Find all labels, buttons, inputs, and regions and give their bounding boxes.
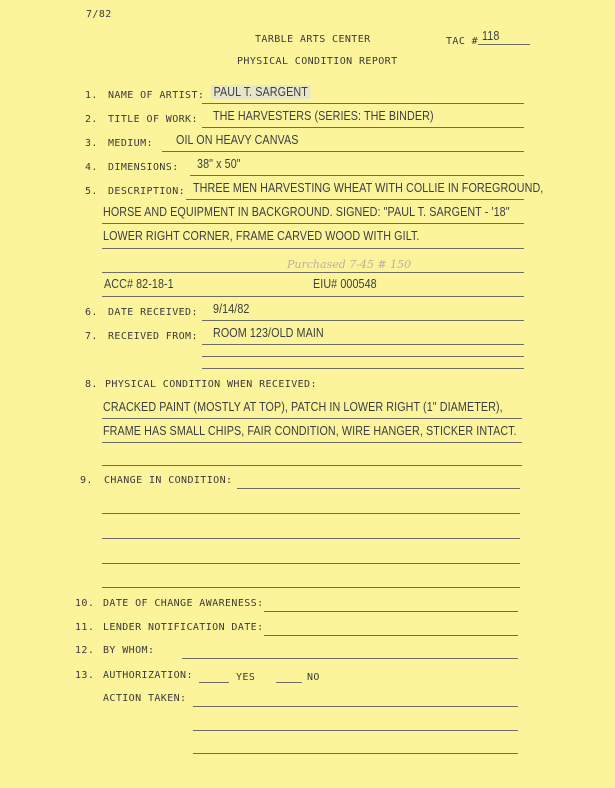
- description-line-3: LOWER RIGHT CORNER, FRAME CARVED WOOD WITH GILT.: [103, 229, 420, 243]
- field-11-number: 11.: [75, 622, 95, 633]
- lender-notification-label: LENDER NOTIFICATION DATE:: [103, 622, 264, 633]
- condition-rule-2: [102, 442, 522, 443]
- field-2-number: 2.: [85, 114, 98, 125]
- artist-line: [202, 103, 524, 104]
- field-7-number: 7.: [85, 331, 98, 342]
- tac-number: 118: [482, 29, 500, 43]
- received-from-line-2: [202, 356, 524, 357]
- field-3-number: 3.: [85, 138, 98, 149]
- change-label: CHANGE IN CONDITION:: [104, 475, 233, 486]
- received-from-line-3: [202, 368, 524, 369]
- date-received-line: [202, 320, 524, 321]
- change-awareness-label: DATE OF CHANGE AWARENESS:: [103, 598, 264, 609]
- description-line-1: THREE MEN HARVESTING WHEAT WITH COLLIE IN FOREGROUND,: [193, 181, 544, 195]
- by-whom-line: [182, 658, 518, 659]
- organization-name: TARBLE ARTS CENTER: [255, 34, 371, 45]
- date-received-value: 9/14/82: [213, 302, 250, 316]
- field-8-number: 8.: [85, 379, 98, 390]
- authorization-label: AUTHORIZATION:: [103, 670, 193, 681]
- medium-value: OIL ON HEAVY CANVAS: [176, 133, 299, 147]
- condition-line-2: FRAME HAS SMALL CHIPS, FAIR CONDITION, WIRE HANGER, STICKER INTACT.: [103, 424, 517, 438]
- description-rule-4: [102, 272, 524, 273]
- change-awareness-line: [264, 611, 518, 612]
- medium-line: [162, 151, 524, 152]
- title-line: [202, 127, 524, 128]
- received-from-value: ROOM 123/OLD MAIN: [213, 326, 324, 340]
- title-value: THE HARVESTERS (SERIES: THE BINDER): [213, 109, 434, 123]
- dimensions-value: 38" x 50": [197, 157, 241, 171]
- field-9-number: 9.: [80, 475, 93, 486]
- authorization-no: NO: [307, 672, 320, 683]
- action-taken-rule-2: [193, 730, 518, 731]
- tac-label: TAC #: [446, 36, 479, 47]
- authorization-no-blank: [276, 682, 302, 683]
- artist-label: NAME OF ARTIST:: [108, 90, 205, 101]
- title-label: TITLE OF WORK:: [108, 114, 198, 125]
- change-rule-4: [102, 563, 520, 564]
- field-6-number: 6.: [85, 307, 98, 318]
- pencil-purchase-note: Purchased 7-45 # 150: [287, 258, 412, 271]
- medium-label: MEDIUM:: [108, 138, 153, 149]
- condition-rule-1: [102, 418, 522, 419]
- change-rule-2: [102, 513, 520, 514]
- change-rule-5: [102, 587, 520, 588]
- field-5-number: 5.: [85, 186, 98, 197]
- date-received-label: DATE RECEIVED:: [108, 307, 198, 318]
- description-label: DESCRIPTION:: [108, 186, 186, 197]
- authorization-yes-blank: [199, 682, 229, 683]
- description-line-2: HORSE AND EQUIPMENT IN BACKGROUND. SIGNED: "PAUL T. SARGENT - '18": [103, 205, 510, 219]
- action-taken-label: ACTION TAKEN:: [103, 693, 187, 704]
- change-rule-3: [102, 538, 520, 539]
- received-from-line-1: [202, 344, 524, 345]
- eiu-number: EIU# 000548: [313, 277, 377, 291]
- field-12-number: 12.: [75, 645, 95, 656]
- lender-notification-line: [264, 635, 518, 636]
- change-rule-1: [237, 488, 520, 489]
- field-4-number: 4.: [85, 162, 98, 173]
- by-whom-label: BY WHOM:: [103, 645, 155, 656]
- description-rule-1: [186, 199, 524, 200]
- artist-value: PAUL T. SARGENT: [211, 85, 310, 99]
- field-13-number: 13.: [75, 670, 95, 681]
- dimensions-line: [190, 175, 524, 176]
- action-taken-rule-1: [193, 706, 518, 707]
- dimensions-label: DIMENSIONS:: [108, 162, 179, 173]
- condition-line-1: CRACKED PAINT (MOSTLY AT TOP), PATCH IN LOWER RIGHT (1" DIAMETER),: [103, 400, 503, 414]
- field-1-number: 1.: [85, 90, 98, 101]
- condition-rule-3: [102, 465, 522, 466]
- date-code: 7/82: [86, 9, 112, 20]
- field-10-number: 10.: [75, 598, 95, 609]
- report-title: PHYSICAL CONDITION REPORT: [237, 56, 398, 67]
- tac-underline: [478, 44, 530, 45]
- description-rule-5: [102, 296, 524, 297]
- action-taken-rule-3: [193, 753, 518, 754]
- description-rule-3: [102, 248, 524, 249]
- description-rule-2: [102, 223, 524, 224]
- accession-number: ACC# 82-18-1: [104, 277, 174, 291]
- received-from-label: RECEIVED FROM:: [108, 331, 198, 342]
- condition-label: PHYSICAL CONDITION WHEN RECEIVED:: [105, 379, 317, 390]
- authorization-yes: YES: [236, 672, 256, 683]
